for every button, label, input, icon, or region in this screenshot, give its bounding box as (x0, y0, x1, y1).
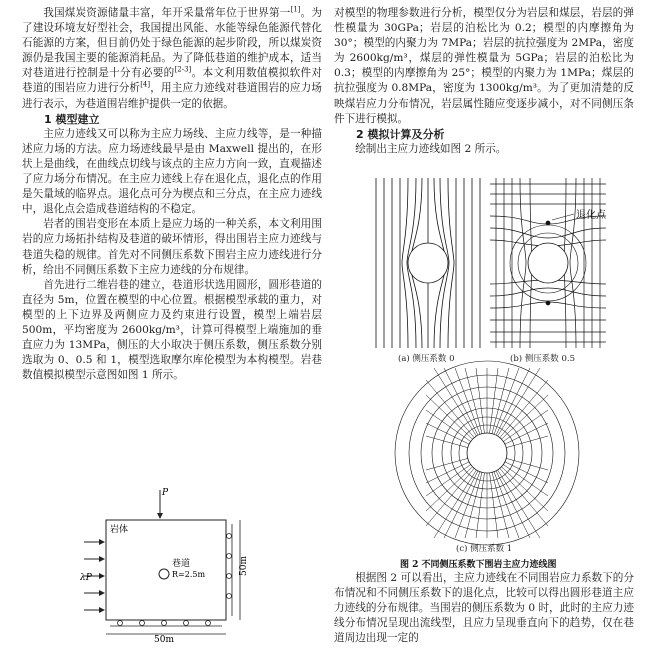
paragraph-physical-params: 对模型的物理参数进行分析，模型仅分为岩层和煤层，岩层的弹性模量为 30GPa；岩层的泊松比为 0.2；模型的内摩擦角为 30°；模型的内聚力为 7MPa；岩层的抗拉强度为 2MPa，密度为 2600kg/m³，煤层的弹性模量为 5GPa；岩层的泊松比为 0.3；模型的内摩擦角为 25°；模型的内聚力为 1MPa；煤层的抗拉强度为 0.8MPa，密度为 1300kg/m³。为了更加清楚的反映煤岩应力分布情况，岩层属性随应变逐步减小，对不同侧压条件下进行模拟。 (334, 7, 634, 125)
paragraph-model-setup: 首先进行二维岩巷的建立，巷道形状选用圆形，圆形巷道的直径为 5m，位置在模型的中心位置。根据模型承载的重力，对模型的上下边界及两侧应力及约束进行设置，模型上端岩层 500m，平均密度为 2600kg/m³，计算可得模型上端施加的垂直应力为 13MPa，侧压的大小取决于侧压系数，侧压系数分别选取为 0、0.5 和 1，模型选取摩尔库伦模型为本构模型。岩巷数值模拟模型示意图如图 1 所示。 (22, 278, 322, 382)
degeneration-point-label: 退化点 (576, 210, 606, 221)
right-column (334, 6, 634, 157)
paragraph-analysis: 根据图 2 可以看出，主应力迹线在不同围岩应力系数下的分布情况和不同侧压系数下的退化点，比较可以得出圆形巷道主应力迹线的分布规律。当围岩的侧压系数为 0 时，此时的主应力迹线分布情况呈现出流线型，且应力呈现垂直向下的趋势，仅在巷道周边出现一定的 (334, 572, 634, 645)
panel-c (395, 361, 579, 545)
panel-a (370, 178, 486, 348)
radius-label: R=2.5m (172, 570, 206, 579)
tunnel-label: 巷道 (172, 559, 191, 569)
caption-c: (c) 侧压系数 1 (456, 544, 513, 554)
panel-b (490, 178, 606, 348)
section-heading-1: 1 模型建立 (44, 112, 100, 126)
right-column-bottom (334, 571, 634, 646)
figure-1-model-diagram (80, 484, 260, 644)
caption-a: (a) 侧压系数 0 (398, 354, 455, 364)
height-dimension-label: 50m (239, 556, 249, 576)
figure-2-stress-trajectories (364, 174, 634, 572)
paragraph-fig2-intro: 绘制出主应力迹线如图 2 所示。 (355, 142, 507, 155)
load-side-label: λP (80, 573, 92, 583)
load-top-label: P (162, 488, 169, 498)
tunnel-circle (159, 569, 169, 579)
caption-b: (b) 侧压系数 0.5 (510, 354, 575, 364)
width-dimension-label: 50m (154, 635, 174, 644)
left-column (22, 6, 322, 383)
intro-paragraph: 我国煤炭资源储量丰富，年开采量常年位于世界第一[1]。为了建设环境友好型社会，我国提出风能、水能等绿色能源代替化石能源的方案，但目前仍处于绿色能源的起步阶段，所以煤炭资源仍是我国主要的能源消耗品。为了降低巷道的维护成本，适当对巷道进行控制是十分有必要的[2-3]。本文利用数值模拟软件对巷道的围岩应力进行分析[4]，用主应力迹线对巷道围岩的应力场进行表示，为巷道围岩维护提供一定的依据。 (22, 5, 323, 110)
paragraph-stress-trajectory: 主应力迹线又可以称为主应力场线、主应力线等，是一种描述应力场的方法。应力场迹线最早是由 Maxwell 提出的，在形状上是曲线，在曲线点切线与该点的主应力方向一致，直观描述了应力场分布情况。在主应力迹线上存在退化点，退化点的作用是矢量域的临界点。退化点可分为楔点和三分点，在主应力迹线中，退化点会造成巷道结构的不稳定。 (22, 127, 322, 216)
rock-label: 岩体 (110, 525, 129, 535)
section-heading-2: 2 模拟计算及分析 (356, 127, 445, 141)
model-boundary (106, 520, 226, 620)
paragraph-deformation: 岩者的围岩变形在本质上是应力场的一种关系，本文利用围岩的应力场拓扑结构及巷道的破坏情形，得出围岩主应力迹线与巷道失稳的规律。首先对不同侧压系数下围岩主应力迹线进行分析，给出不同侧压系数下主应力迹线的分布规律。 (22, 218, 322, 276)
figure-2-caption: 图 2 不同侧压系数下围岩主应力迹线图 (400, 560, 557, 570)
